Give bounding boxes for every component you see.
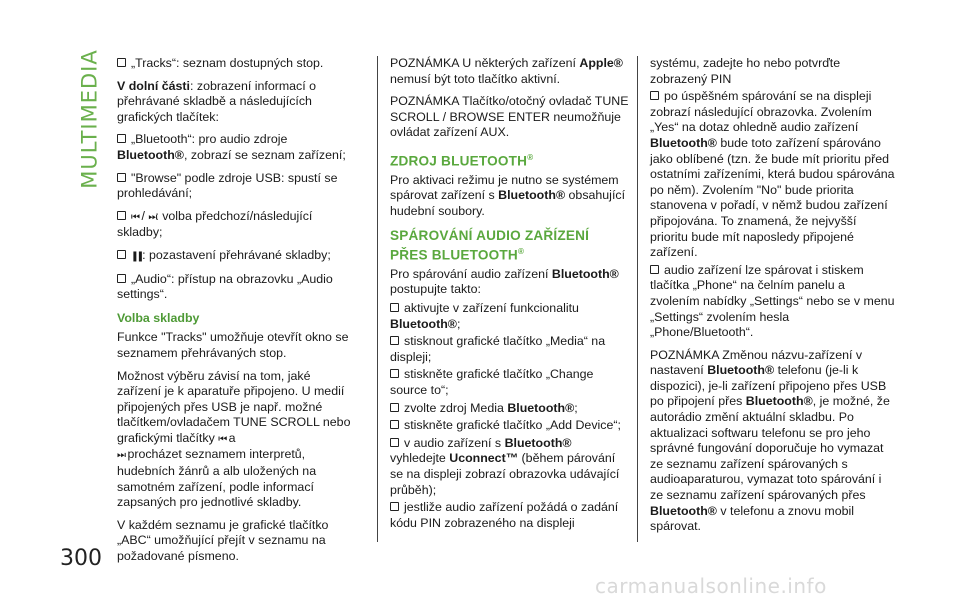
step-pin: jestliže audio zařízení požádá o zadání kódu PIN zobrazeného na displeji — [390, 500, 630, 531]
watermark: carmanualsonline.info — [595, 574, 827, 598]
step-change-source: stiskněte grafické tlačítko „Change source to“; — [390, 367, 630, 398]
step-select-source: zvolte zdroj Media Bluetooth®; — [390, 401, 630, 417]
item-browse: "Browse" podle zdroje USB: spustí se prohledávání; — [117, 171, 357, 202]
page-number: 300 — [60, 546, 102, 571]
note-apple: POZNÁMKA U některých zařízení Apple® nemusí být toto tlačítko aktivní. — [390, 56, 623, 86]
heading-pairing: SPÁROVÁNÍ AUDIO ZAŘÍZENÍ PŘES BLUETOOTH® — [390, 228, 590, 263]
column-3 — [650, 56, 895, 542]
next-track-icon: ⏭ — [117, 450, 124, 462]
item-pause: ❚❚: pozastavení přehrávané skladby; — [117, 248, 357, 265]
pause-icon: ❚❚ — [131, 250, 143, 262]
note-rename: POZNÁMKA Změnou názvu-zařízení v nastavení Bluetooth® telefonu (je-li k dispozici), je-li zařízení připojeno přes USB po připojení přes Bluetooth®, je možné, že autorádio změní aktuální skladbu. Po aktualizaci softwaru telefonu se pro jeho správné fungování doporučuje ho vymazat ze seznamu zařízení spárovaných s audioaparaturou, vymazat toto spárování i ze seznamu zařízení spárovaných přes Bluetooth® v telefonu a znovu mobil spárovat. — [650, 347, 890, 534]
step-search: v audio zařízení s Bluetooth® vyhledejte Uconnect™ (během párování se na displeji zobrazí obrazovka udávající průběh); — [390, 436, 630, 498]
section-title — [70, 44, 110, 194]
item-prev-next: ⏮ / ⏭: volba předchozí/následující skladby; — [117, 209, 357, 241]
column-2 — [390, 56, 630, 538]
item-tracks: „Tracks“: seznam dostupných stop. — [117, 56, 357, 72]
subheading-track-selection: Volba skladby — [117, 310, 200, 325]
paragraph-activation: Pro aktivaci režimu je nutno se systémem spárovat zařízení s Bluetooth® obsahující hudební soubory. — [390, 172, 626, 218]
next-track-icon: ⏭ — [148, 211, 156, 223]
paragraph-abc: V každém seznamu je grafické tlačítko „ABC“ umožňující přejít v seznamu na požadované písmeno. — [117, 517, 329, 564]
paragraph-pin-confirm: systému, zadejte ho nebo potvrďte zobrazený PIN — [650, 56, 841, 86]
step-activate: aktivujte v zařízení funkcionalitu Bluetooth®; — [390, 301, 630, 332]
column-divider-2 — [637, 56, 638, 542]
previous-track-icon: ⏮ — [218, 433, 226, 445]
column-1 — [117, 56, 357, 572]
column-divider-1 — [377, 56, 378, 542]
paragraph-pairing-intro: Pro spárování audio zařízení Bluetooth® postupujte takto: — [390, 266, 619, 297]
section-title-text: MULTIMEDIA — [78, 49, 102, 189]
step-add-device: stiskněte grafické tlačítko „Add Device“; — [390, 418, 630, 434]
step-pairing-success: po úspěšném spárování se na displeji zobrazí následující obrazovka. Zvolením „Yes“ na dotaz ohledně audio zařízení Bluetooth® bude toto zařízení spárováno jako oblíbené (tzn. že bude mít prioritu před ostatními zařízeními, která budou spárována po něm). Zvolením "No" bude priorita stanovena v pořadí, v němž budou zařízení připojována. To znamená, že nejvyšší prioritu bude mít naposledy připojené zařízení. — [650, 89, 895, 260]
item-audio: „Audio“: přístup na obrazovku „Audio settings“. — [117, 272, 357, 303]
step-media: stisknout grafické tlačítko „Media“ na displeji; — [390, 334, 630, 365]
note-tune-scroll: POZNÁMKA Tlačítko/otočný ovladač TUNE SCROLL / BROWSE ENTER neumožňuje ovládat zařízení AUX. — [390, 94, 629, 140]
item-bluetooth: „Bluetooth“: pro audio zdroje Bluetooth®, zobrazí se seznam zařízení; — [117, 132, 357, 163]
step-phone-button: audio zařízení lze spárovat i stiskem tlačítka „Phone“ na čelním panelu a zvolením nabídky „Settings“ nebo se v menu „Settings“ zvolením hesla „Phone/Bluetooth“. — [650, 262, 895, 340]
paragraph-tracks-function: Funkce "Tracks" umožňuje otevřít okno se seznamem přehrávaných stop. — [117, 330, 349, 360]
bottom-part-text: V dolní části: zobrazení informací o přehrávané skladbě a následujících grafických tlačítek: — [117, 78, 317, 124]
previous-track-icon: ⏮ — [131, 211, 138, 223]
heading-bluetooth-source: ZDROJ BLUETOOTH® — [390, 152, 534, 169]
paragraph-selection: Možnost výběru závisí na tom, jaké zařízení je k aparatuře připojeno. U medií připojených přes USB je např. možné tlačítkem/ovladačem TUNE SCROLL nebo grafickými tlačítky ⏮ a ⏭ procházet seznamem interpretů, hudebních žánrů a alb uložených na samotném zařízení, podle informací zapsaných pro jednotlivé skladby. — [117, 368, 351, 510]
